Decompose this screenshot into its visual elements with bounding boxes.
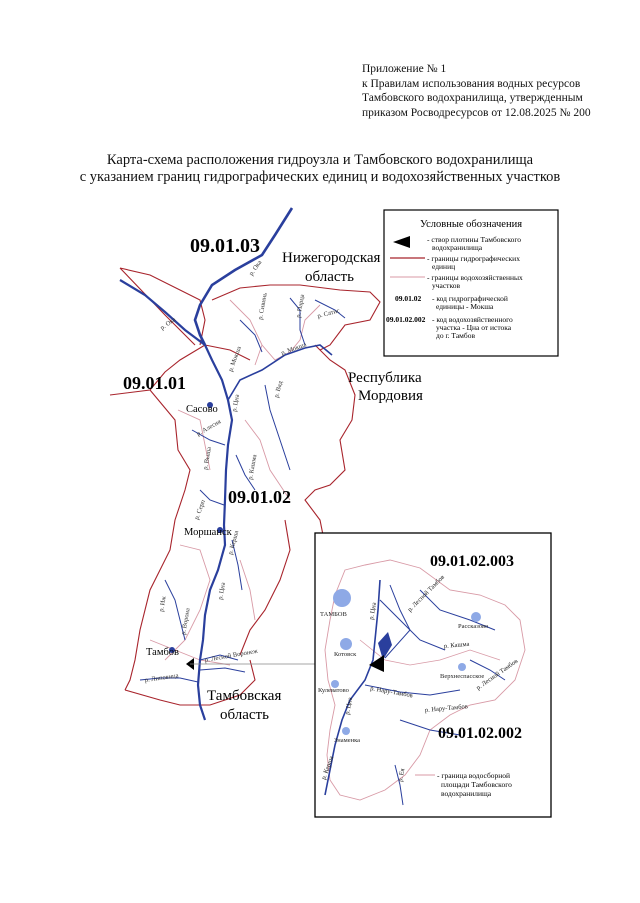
legend-text: единиц (432, 262, 456, 271)
appendix-line: Тамбовского водохранилища, утвержденным (362, 92, 583, 104)
legend-text: единицы - Мокша (436, 302, 494, 311)
inset-legend-text: - граница водосборной (437, 771, 511, 780)
inset-legend-text: водохранилища (441, 789, 492, 798)
inset-city-label: Кулеватово (318, 687, 349, 694)
legend (384, 210, 558, 356)
river-label: р. Иж (158, 595, 168, 613)
river-label: р. Липовица (144, 672, 179, 684)
legend-text: участка - Цна от истока (436, 323, 512, 332)
river-label: р. Вад (273, 380, 285, 399)
river-label: р. Парца (295, 293, 307, 319)
inset-river-label: р. Кашма (443, 640, 470, 650)
legend-text: - код водохозяйственного (432, 315, 513, 324)
inset-city-tambov (333, 589, 351, 607)
hydro-boundary (120, 268, 205, 345)
inset-city-label: ТАМБОВ (320, 611, 347, 618)
region-label: Мордовия (358, 388, 423, 404)
tributary (240, 320, 262, 352)
inset-river-label: р. Нару-Тамбов (424, 703, 469, 714)
legend-text: - код гидрографической (432, 294, 508, 303)
water-boundary (230, 300, 320, 365)
water-boundary (165, 545, 255, 660)
river-label: р. Цна (231, 393, 242, 413)
inset-river-label: р. Нару-Тамбов (369, 685, 414, 700)
river-label: р. Ока (159, 316, 178, 332)
title-line: с указанием границ гидрографических единиц и водохозяйственных участков (79, 169, 561, 185)
inset-river-label: р. Цна (344, 696, 355, 716)
legend-text: участков (432, 281, 461, 290)
city-label: Тамбов (146, 647, 180, 658)
inset-city-rasskazovo (471, 612, 481, 622)
river-label: р. Сатис (316, 307, 341, 320)
river-label: р. Керша (227, 529, 241, 556)
inset-map (315, 533, 551, 817)
river-label: р. Серп (193, 498, 207, 521)
tributary (200, 668, 245, 672)
legend-text: водохранилища (432, 243, 483, 252)
inset-city-label: Знаменка (334, 737, 361, 744)
inset-river-label: р. Ея (397, 767, 407, 783)
inset-river-label: р. Керша (320, 755, 336, 781)
legend-text: до г. Тамбов (436, 331, 475, 340)
region-label: область (220, 707, 269, 723)
river-label: р. Ока (247, 259, 264, 278)
river-label: р. Алесня (195, 418, 223, 438)
river-label: р. Мокша (280, 341, 308, 357)
code-label: 09.01.02.003 (430, 553, 514, 570)
region-label: Республика (348, 370, 422, 386)
region-label: Тамбовская (207, 688, 282, 704)
inset-river-label: р. Лесной Тамбов (475, 657, 520, 692)
river-label: р. Мокша (227, 345, 243, 373)
legend-text: - границы водохозяйственных (427, 273, 523, 282)
city-label: Сасово (186, 404, 218, 415)
river-label: р. Лесной Воронеж (204, 647, 259, 664)
inset-city-label: Верхнеспасское (440, 673, 485, 680)
river-label: р. Цна (217, 581, 228, 601)
oka-river (195, 208, 292, 345)
river-label: р. Кашма (247, 453, 259, 481)
legend-text: - границы гидрографических (427, 254, 520, 263)
river-label: р. Выша (202, 446, 213, 471)
inset-city-znamenka (342, 727, 350, 735)
title-line: Карта-схема расположения гидроузла и Тамбовского водохранилища (106, 152, 534, 168)
river-label: р. Ворона (180, 607, 192, 636)
inset-river-label: р. Лесной Тамбов (406, 573, 447, 614)
inset-legend-text: площади Тамбовского (441, 780, 512, 789)
inset-city-kotovsk (340, 638, 352, 650)
legend-code: 09.01.02 (395, 294, 422, 303)
legend-code: 09.01.02.002 (386, 315, 426, 324)
appendix-line: Приложение № 1 (362, 63, 447, 75)
river-label: р. Сивинь (257, 292, 269, 321)
appendix-line: приказом Росводресурсов от 12.08.2025 № 200 (362, 106, 591, 119)
inset-city-label: Рассказово (458, 623, 489, 630)
inset-river-label: р. Цна (368, 601, 379, 621)
inset-city-label: Котовск (334, 651, 357, 658)
appendix-line: к Правилам использования водных ресурсов (362, 77, 581, 90)
region-label: область (305, 269, 354, 285)
region-label: Нижегородская (282, 250, 381, 266)
code-label: 09.01.01 (123, 373, 186, 393)
inset-frame (315, 533, 551, 817)
code-label: 09.01.02.002 (438, 725, 522, 742)
code-label: 09.01.02 (228, 487, 291, 507)
inset-city-verkhnespasskoe (458, 663, 466, 671)
city-label: Моршанск (184, 527, 232, 538)
legend-heading: Условные обозначения (419, 219, 523, 230)
legend-text: - створ плотины Тамбовского (427, 235, 521, 244)
code-label: 09.01.03 (190, 235, 260, 257)
